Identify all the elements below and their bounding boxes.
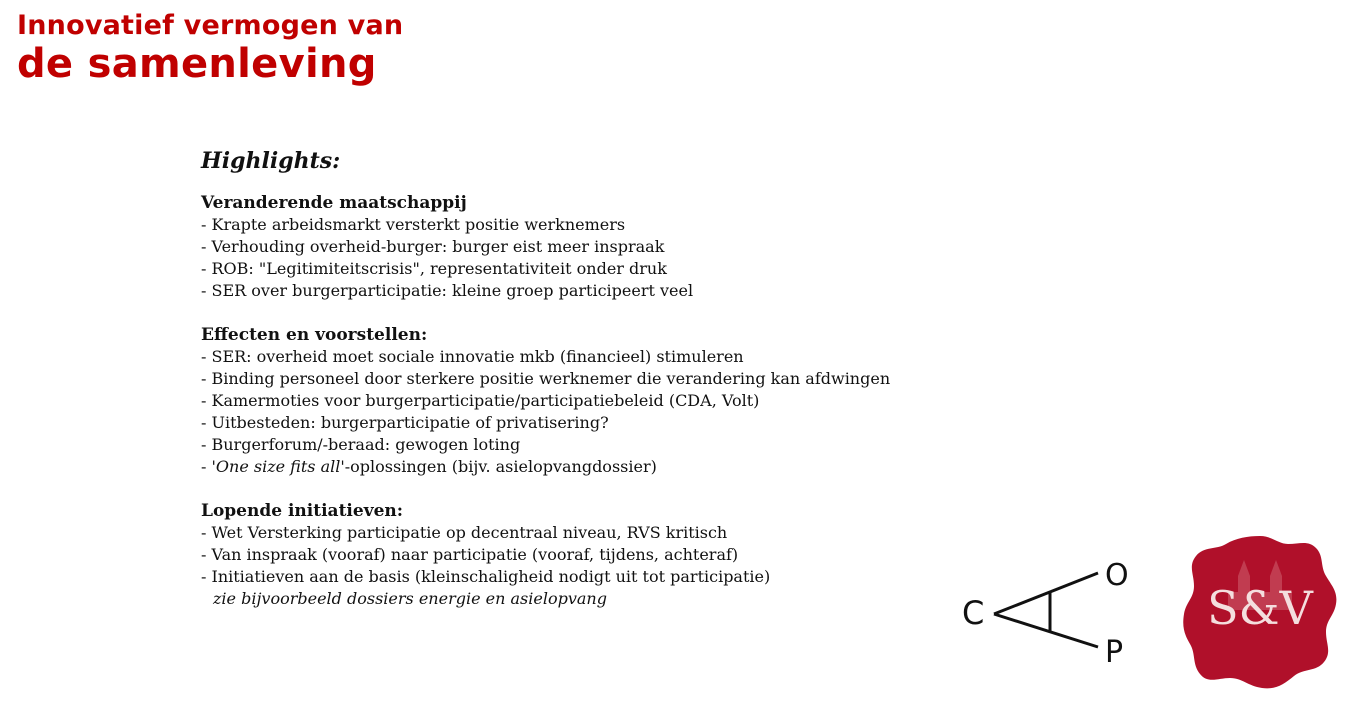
list-item: - Uitbesteden: burgerparticipatie of privatisering? <box>201 413 609 432</box>
list-item-one-size <box>201 456 961 478</box>
list-item: - Kamermoties voor burgerparticipatie/participatiebeleid (CDA, Volt) <box>201 391 760 410</box>
logo-letter-c: C <box>962 594 985 632</box>
list-item: - Wet Versterking participatie op decentraal niveau, RVS kritisch <box>201 523 728 542</box>
seal-text: S&V <box>1207 581 1313 635</box>
logo-letter-o: O <box>1105 558 1129 593</box>
list-item-italic: One size fits all <box>215 457 341 476</box>
section-effecten-en-voorstellen <box>201 324 961 478</box>
section-veranderende-maatschappij <box>201 192 961 302</box>
logo-letter-p: P <box>1105 635 1124 670</box>
section-heading: Veranderende maatschappij <box>201 193 467 213</box>
list-item: - Initiatieven aan de basis (kleinschaligheid nodigt uit tot participatie) <box>201 567 771 586</box>
logo-line-lower <box>994 614 1098 647</box>
section-lopende-initiatieven <box>201 500 961 610</box>
title-line-1: Innovatief vermogen van <box>17 10 404 41</box>
list-item: - ROB: "Legitimiteitscrisis", representativiteit onder druk <box>201 259 667 278</box>
list-item: - Krapte arbeidsmarkt versterkt positie werknemers <box>201 215 626 234</box>
section-heading: Effecten en voorstellen: <box>201 325 428 345</box>
list-item-prefix: - ' <box>201 457 216 476</box>
cop-logo <box>958 555 1138 675</box>
list-item: - Binding personeel door sterkere positie werknemer die verandering kan afdwingen <box>201 369 891 388</box>
list-item: - Verhouding overheid-burger: burger eist meer inspraak <box>201 237 665 256</box>
highlights-content <box>201 146 961 632</box>
section-heading: Lopende initiatieven: <box>201 501 404 521</box>
logo-line-upper <box>994 573 1098 614</box>
note-text: zie bijvoorbeeld dossiers energie en asielopvang <box>213 589 607 608</box>
title-line-2: de samenleving <box>17 41 377 88</box>
list-item: - Van inspraak (vooraf) naar participatie (vooraf, tijdens, achteraf) <box>201 545 739 564</box>
list-item-suffix: '-oplossingen (bijv. asielopvangdossier) <box>340 457 657 476</box>
list-item: - Burgerforum/-beraad: gewogen loting <box>201 435 521 454</box>
page-title <box>17 10 403 86</box>
list-item: - SER over burgerparticipatie: kleine groep participeert veel <box>201 281 694 300</box>
sv-seal-logo <box>1180 532 1340 692</box>
list-item: - SER: overheid moet sociale innovatie mkb (financieel) stimuleren <box>201 347 744 366</box>
highlights-heading: Highlights: <box>201 148 341 174</box>
